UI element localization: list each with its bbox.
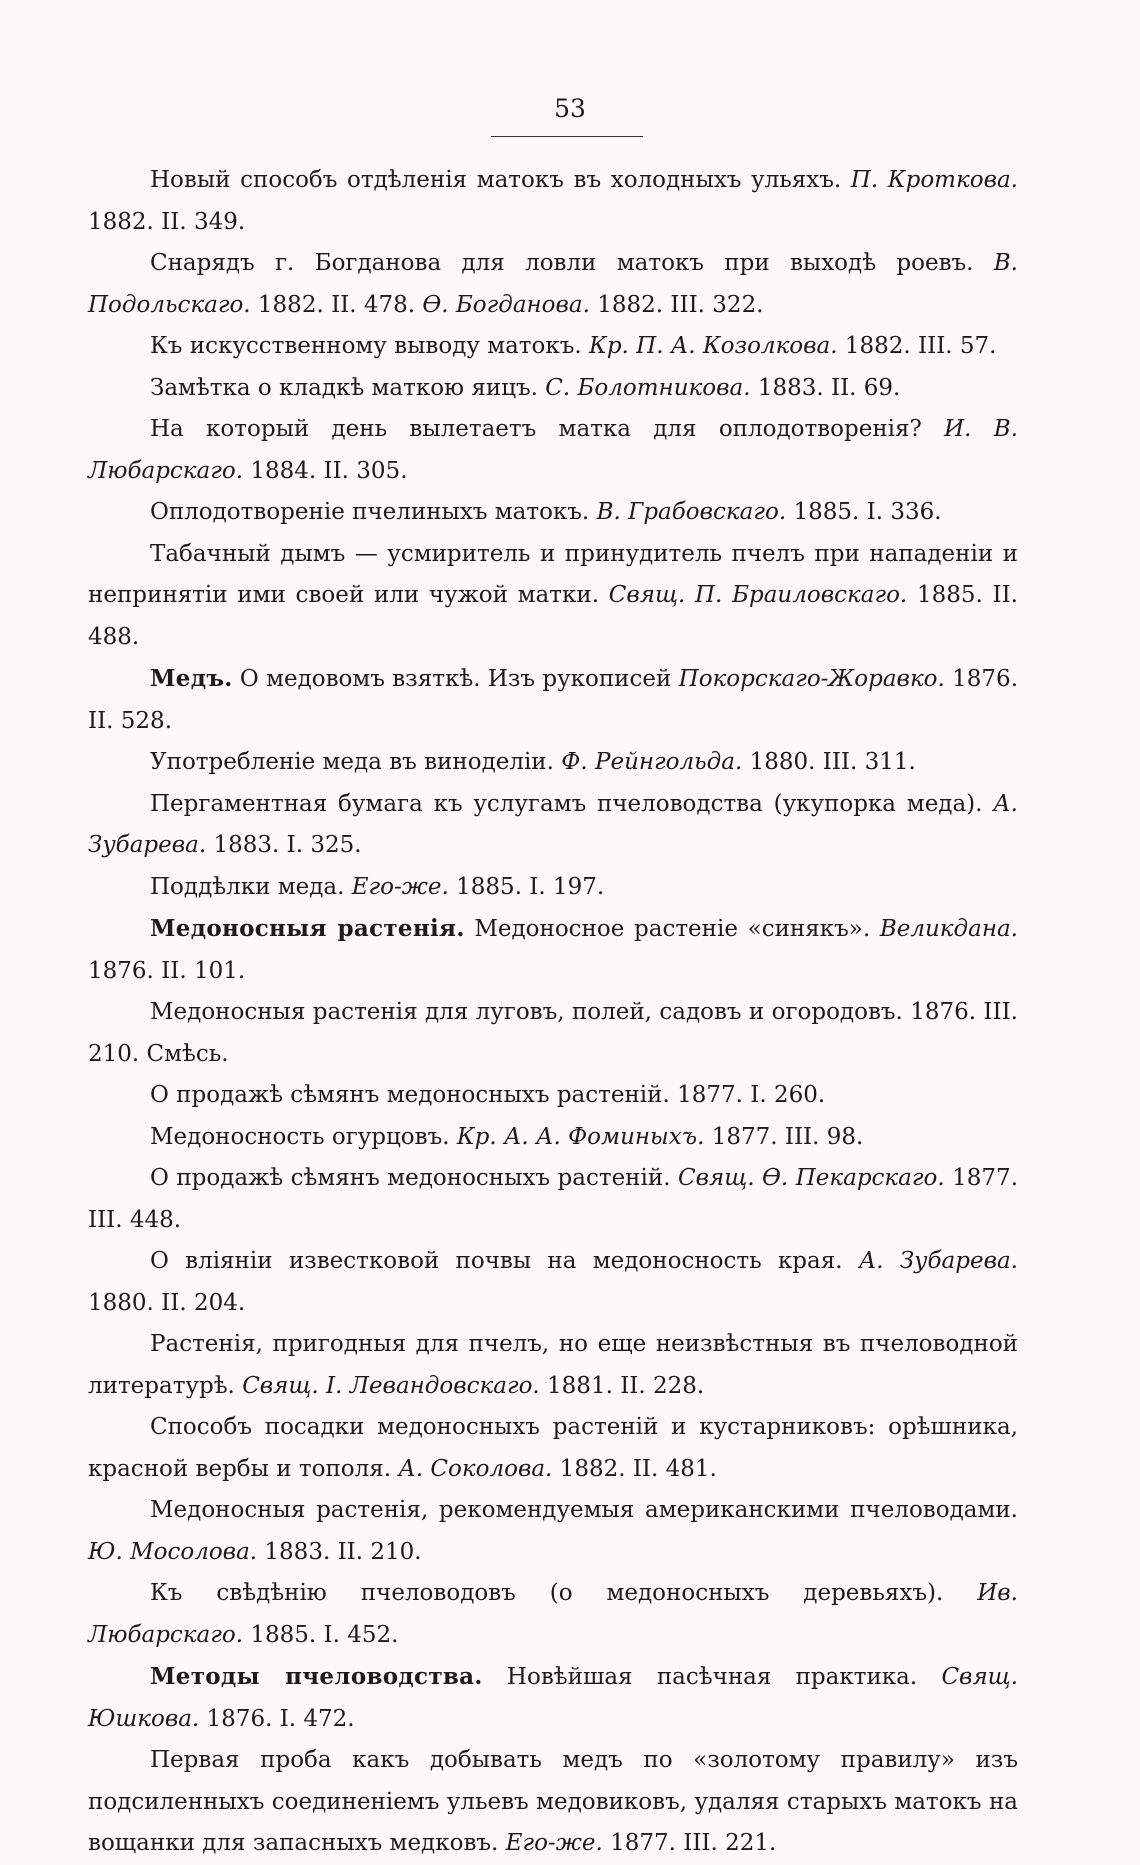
entry-title: Пергаментная бумага къ услугамъ пчеловодства (укупорка меда). xyxy=(150,790,994,817)
entry-author: И. В. Любарскаго. xyxy=(88,416,1018,484)
bibliography-entry xyxy=(88,243,1018,326)
entry-title: Способъ посадки медоносныхъ растеній и кустарниковъ: орѣшника, красной вербы и тополя. xyxy=(88,1414,1018,1482)
entry-title: О продажѣ сѣмянъ медоносныхъ растеній. xyxy=(150,1165,679,1191)
entry-reference: 1883. II. 210. xyxy=(257,1538,422,1565)
entry-heading: Методы пчеловодства. xyxy=(150,1663,483,1690)
entry-author: Кр. А. А. Фоминыхъ. xyxy=(456,1123,705,1150)
bibliography-entry xyxy=(88,1490,1018,1573)
entry-reference: 1885. I. 336. xyxy=(786,499,942,525)
entry-author: В. Грабовскаго. xyxy=(596,499,787,525)
entry-title: На который день вылетаетъ матка для оплодотворенія? xyxy=(150,416,945,442)
entry-reference: 1884. II. 305. xyxy=(243,457,408,484)
page-number-rule xyxy=(491,136,643,137)
bibliography-entry xyxy=(88,1158,1018,1241)
entry-author: Ив. Любарскаго. xyxy=(88,1580,1018,1648)
entry-title: Оплодотвореніе пчелиныхъ матокъ. xyxy=(150,499,597,525)
bibliography-entries xyxy=(88,160,1018,1865)
entry-title: Медоносность огурцовъ. xyxy=(150,1123,457,1150)
entry-reference: 1876. II. 101. xyxy=(88,957,246,984)
entry-title: Медоносныя растенія для луговъ, полей, садовъ и огородовъ. 1876. III. 210. Смѣсь. xyxy=(88,999,1018,1067)
entry-author: А. Зубарева. xyxy=(88,790,1018,858)
entry-title: Первая проба какъ добывать медъ по «золотому правилу» изъ подсиленныхъ соединеніемъ ульевъ медовиковъ, удаляя старыхъ матокъ на вощанки для запасныхъ медковъ. xyxy=(88,1747,1018,1856)
bibliography-entry xyxy=(88,1324,1018,1407)
entry-title: Медоносное растеніе «синякъ». xyxy=(464,916,880,942)
entry-author: Великдана. xyxy=(879,916,1018,942)
entry-reference: 1876. II. 528. xyxy=(88,666,1019,734)
entry-author: Покорскаго-Жоравко. xyxy=(678,666,945,692)
entry-reference: 1881. II. 228. xyxy=(539,1372,705,1399)
entry-title: Употребленіе меда въ виноделіи. xyxy=(150,749,562,775)
entry-title: О вліяніи известковой почвы на медоносность края. xyxy=(150,1248,859,1274)
bibliography-entry xyxy=(88,160,1018,243)
bibliography-entry xyxy=(88,1573,1018,1656)
entry-reference: 1883. II. 69. xyxy=(750,374,901,401)
entry-title: Снарядъ г. Богданова для ловли матокъ при выходѣ роевъ. xyxy=(150,250,994,276)
page-number: 53 xyxy=(554,94,586,123)
bibliography-entry xyxy=(88,326,1018,368)
entry-author: П. Кроткова. xyxy=(850,167,1018,193)
bibliography-entry xyxy=(88,658,1018,742)
entry-author: Свящ. І. Левандовскаго. xyxy=(242,1372,540,1399)
entry-reference: 1883. I. 325. xyxy=(206,832,362,858)
entry-reference: 1877. III. 98. xyxy=(704,1123,864,1150)
entry-title: Новѣйшая пасѣчная практика. xyxy=(482,1664,942,1690)
entry-reference: 1885. II. 488. xyxy=(88,582,1018,650)
bibliography-entry xyxy=(88,1656,1018,1740)
entry-reference: 1880. II. 204. xyxy=(88,1289,246,1316)
entry-author: А. Зубарева. xyxy=(858,1248,1018,1274)
bibliography-entry xyxy=(88,1407,1018,1490)
entry-author: Ѳ. Богданова. xyxy=(422,291,590,318)
bibliography-entry xyxy=(88,534,1018,659)
entry-title: Растенія, пригодныя для пчелъ, но еще неизвѣстныя въ пчеловодной литературѣ. xyxy=(88,1331,1018,1399)
entry-author: Ф. Рейнгольда. xyxy=(561,749,743,775)
entry-reference: 1877. III. 448. xyxy=(88,1165,1019,1233)
entry-title: Табачный дымъ — усмиритель и принудитель пчелъ при нападеніи и непринятіи ими своей или чужой матки. xyxy=(88,540,1018,608)
bibliography-entry xyxy=(88,492,1018,534)
entry-title: Медоносныя растенія, рекомендуемыя американскими пчеловодами. xyxy=(150,1497,1018,1523)
entry-author: Его-же. xyxy=(351,873,449,900)
entry-reference: 1885. I. 197. xyxy=(448,873,605,900)
entry-title: Поддѣлки меда. xyxy=(150,873,352,900)
entry-reference: 1882. III. 322. xyxy=(589,291,764,318)
entry-reference: 1882. II. 349. xyxy=(88,208,246,235)
entry-reference: 1885. I. 452. xyxy=(243,1621,399,1648)
bibliography-entry xyxy=(88,992,1018,1075)
bibliography-entry xyxy=(88,1740,1018,1865)
entry-title: О медовомъ взяткѣ. Изъ рукописей xyxy=(232,666,679,692)
entry-title: О продажѣ сѣмянъ медоносныхъ растеній. 1877. I. 260. xyxy=(150,1082,826,1108)
entry-reference: 1880. III. 311. xyxy=(742,749,916,775)
entry-reference: 1882. II. 481. xyxy=(552,1455,717,1482)
entry-heading: Медоносныя растенія. xyxy=(150,915,465,942)
entry-author: Свящ. П. Браиловскаго. xyxy=(608,582,908,608)
bibliography-entry xyxy=(88,784,1018,867)
entry-heading: Медъ. xyxy=(150,665,233,692)
entry-reference: 1876. I. 472. xyxy=(199,1705,355,1732)
entry-title: Новый способъ отдѣленія матокъ въ холодныхъ ульяхъ. xyxy=(150,167,851,193)
entry-author: Ю. Мосолова. xyxy=(88,1538,258,1565)
bibliography-entry xyxy=(88,1241,1018,1324)
bibliography-entry xyxy=(88,1117,1018,1159)
entry-author: Свящ. Ѳ. Пекарскаго. xyxy=(678,1165,945,1191)
entry-reference: 1882. III. 57. xyxy=(837,333,997,359)
bibliography-entry xyxy=(88,908,1018,992)
entry-title: Къ искусственному выводу матокъ. xyxy=(150,333,590,359)
bibliography-entry xyxy=(88,409,1018,492)
entry-author: Его-же. xyxy=(505,1830,603,1856)
entry-title: Къ свѣдѣнію пчеловодовъ (о медоносныхъ деревьяхъ). xyxy=(150,1580,978,1606)
entry-author: Свящ. Юшкова. xyxy=(88,1664,1018,1732)
entry-author: Кр. П. А. Козолкова. xyxy=(589,333,838,359)
bibliography-entry xyxy=(88,867,1018,909)
entry-title: Замѣтка о кладкѣ маткою яицъ. xyxy=(150,374,546,401)
entry-reference: 1882. II. 478. xyxy=(250,291,423,318)
entry-reference: 1877. III. 221. xyxy=(602,1830,777,1856)
entry-author: В. Подольскаго. xyxy=(88,250,1018,318)
bibliography-entry xyxy=(88,742,1018,784)
entry-author: С. Болотникова. xyxy=(545,374,751,401)
bibliography-entry xyxy=(88,368,1018,410)
bibliography-entry xyxy=(88,1075,1018,1117)
entry-author: А. Соколова. xyxy=(398,1455,553,1482)
